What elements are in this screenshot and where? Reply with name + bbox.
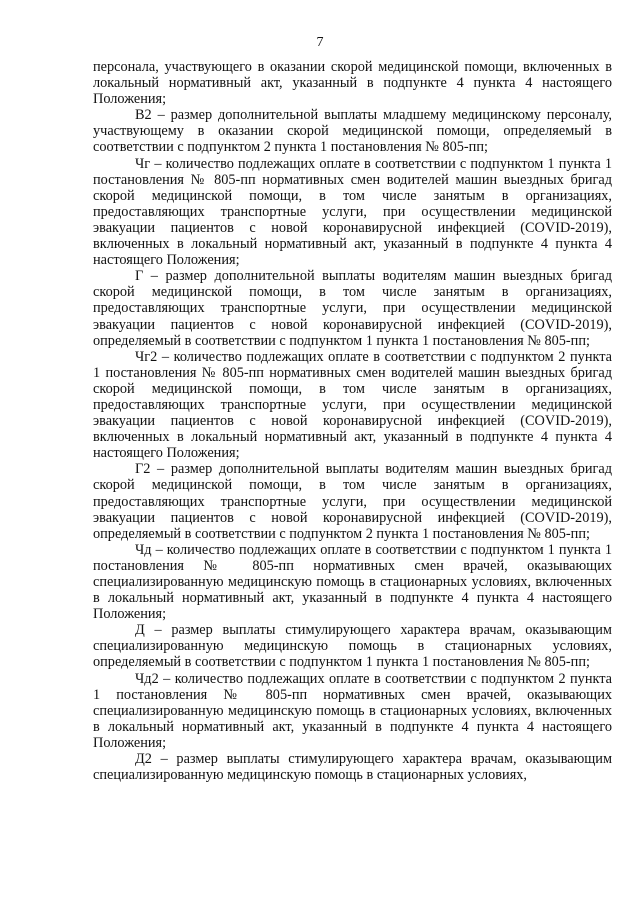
paragraph-chg-definition: Чг – количество подлежащих оплате в соответствии с подпунктом 1 пункта 1 постановления № 805-пп нормативных смен водителей машин выездных бригад скорой медицинской помощи, в том числе занятым в организациях, предоставляющих транспортные услуги, при осуществлении медицинской эвакуации пациентов с новой коронавирусной инфекцией (COVID-2019), включенных в локальный нормативный акт, указанный в подпункте 4 пункта 4 настоящего Положения; — [93, 155, 612, 269]
document-body — [93, 59, 612, 783]
paragraph-d2-definition: Д2 – размер выплаты стимулирующего характера врачам, оказывающим специализированную медицинскую помощь в стационарных условиях, — [93, 751, 612, 784]
paragraph-chd-definition: Чд – количество подлежащих оплате в соответствии с подпунктом 1 пункта 1 постановления № 805-пп нормативных смен врачей, оказывающих специализированную медицинскую помощь в стационарных условиях, включенных в локальный нормативный акт, указанный в подпункте 4 пункта 4 настоящего Положения; — [93, 541, 612, 623]
paragraph-g2-definition: Г2 – размер дополнительной выплаты водителям машин выездных бригад скорой медицинской помощи, в том числе занятым в организациях, предоставляющих транспортные услуги, при осуществлении медицинской эвакуации пациентов с новой коронавирусной инфекцией (COVID-2019), определяемый в соответствии с подпунктом 2 пункта 1 постановления № 805-пп; — [93, 461, 612, 542]
paragraph-g-definition: Г – размер дополнительной выплаты водителям машин выездных бригад скорой медицинской помощи, в том числе занятым в организациях, предоставляющих транспортные услуги, при осуществлении медицинской эвакуации пациентов с новой коронавирусной инфекцией (COVID-2019), определяемый в соответствии с подпунктом 1 пункта 1 постановления № 805-пп; — [93, 268, 612, 349]
paragraph-v2-definition: В2 – размер дополнительной выплаты младшему медицинскому персоналу, участвующему в оказании скорой медицинской помощи, определяемый в соответствии с подпунктом 2 пункта 1 постановления № 805-пп; — [93, 107, 612, 156]
page-number: 7 — [316, 35, 324, 50]
paragraph-continuation: персонала, участвующего в оказании скорой медицинской помощи, включенных в локальный нормативный акт, указанный в подпункте 4 пункта 4 настоящего Положения; — [93, 59, 612, 108]
paragraph-chd2-definition: Чд2 – количество подлежащих оплате в соответствии с подпунктом 2 пункта 1 постановления № 805-пп нормативных смен врачей, оказывающих специализированную медицинскую помощь в стационарных условиях, включенных в локальный нормативный акт, указанный в подпункте 4 пункта 4 настоящего Положения; — [93, 670, 612, 751]
paragraph-d-definition: Д – размер выплаты стимулирующего характера врачам, оказывающим специализированную медицинскую помощь в стационарных условиях, определяемый в соответствии с подпунктом 1 пункта 1 постановления № 805-пп; — [93, 622, 612, 671]
paragraph-chg2-definition: Чг2 – количество подлежащих оплате в соответствии с подпунктом 2 пункта 1 постановления № 805-пп нормативных смен водителей машин выездных бригад скорой медицинской помощи, в том числе занятым в организациях, предоставляющих транспортные услуги, при осуществлении медицинской эвакуации пациентов с новой коронавирусной инфекцией (COVID-2019), включенных в локальный нормативный акт, указанный в подпункте 4 пункта 4 настоящего Положения; — [93, 348, 612, 462]
